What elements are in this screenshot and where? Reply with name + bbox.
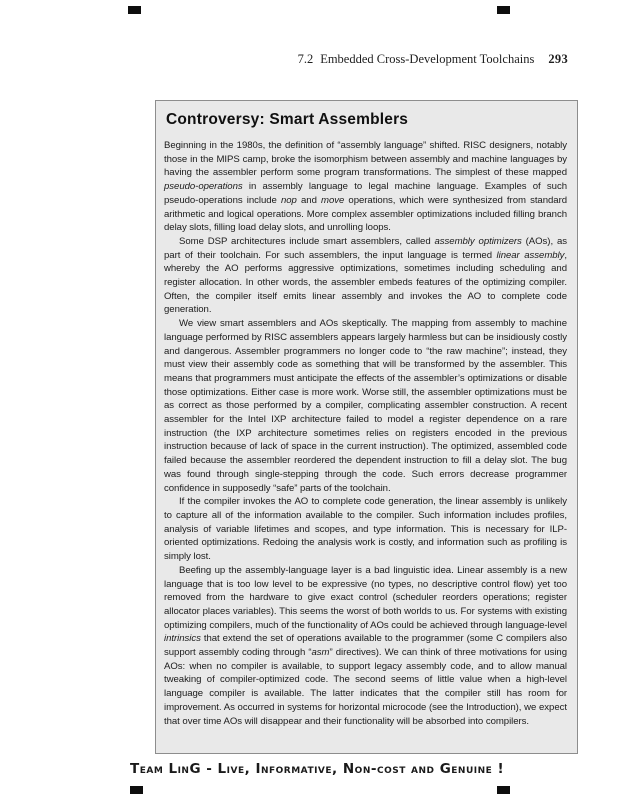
italic-run: assembly optimizers xyxy=(434,235,522,247)
text-run: , whereby the AO performs aggressive optimizations, sometimes including scheduling and register allocation. In other words, the assembler embeds features of the optimizing compiler. Often, the compiler itself emits linear assembly and invokes the AO to complete code generation. xyxy=(164,249,567,316)
page-number: 293 xyxy=(548,52,568,66)
italic-run: linear assembly xyxy=(496,249,565,261)
text-run: Beginning in the 1980s, the definition of “assembly language” shifted. RISC designers, notably those in the MIPS camp, broke the isomorphism between assembly and machine languages by having the assembler perform some program transformations. The simplest of these mapped xyxy=(164,140,567,179)
italic-run: asm xyxy=(311,647,330,659)
text-run: (AOs), as part of their toolchain. For such assemblers, the input language is termed xyxy=(164,235,567,261)
italic-run: intrinsics xyxy=(164,633,201,645)
text-run: Beefing up the assembly-language layer is a bad linguistic idea. Linear assembly is a new language that is too low level to be expressive (no types, no descriptive control flow) yet too removed from the hardware to give exact control (scheduler reorders operations; register allocator places variables). This seems the worst of both worlds to us. For systems with existing optimizing compilers, much of the functionality of AOs could be achieved through language-level xyxy=(164,564,567,631)
registration-mark-bottom-right xyxy=(497,786,510,794)
italic-run: nop xyxy=(280,194,297,206)
paragraph xyxy=(164,139,567,235)
box-body xyxy=(164,139,567,728)
paragraph xyxy=(164,495,567,564)
text-run: We view smart assemblers and AOs skeptically. The mapping from assembly to machine language performed by RISC assemblers appears largely harmless but can be insidiously costly and dangerous. Assembler programmers no longer code to “the raw machine”; instead, they must view their assembly code as something that will be transformed by the assembler. This means that programmers must anticipate the effects of the assembler’s optimizations or disable those optimizations. Either case is more work. Worse still, the assembler optimizations must be as correct as those performed by a compiler, complicating assembler construction. A recent assembler for the Intel IXP architecture failed to model a register dependence on a rare instruction (the IXP architecture sometimes relies on registers encoded in the previous instruction because of lack of space in the current instruction). The optimized, assembled code failed because the assembler reordered the dependent instruction to fill a delay slot. The bug was found through single-stepping through the code. Such errors decrease programmer confidence in supposedly “safe” parts of the toolchain. xyxy=(164,318,567,494)
section-number: 7.2 xyxy=(297,52,314,66)
paragraph xyxy=(164,317,567,495)
text-run: ” directives). We can think of three motivations for using AOs: when no compiler is available, to support legacy assembly code, and to allow manual tweaking of compiler-optimized code. The second seems of little value when a high-level language compiler is available. The latter indicates that the compiler still has room for improvement. As occurred in systems for horizontal microcode (see the Introduction), we expect that over time AOs will disappear and their functionality will be absorbed into compilers. xyxy=(164,647,567,727)
text-run: that extend the set of operations available to the programmer (some C compilers also support assembly coding through “ xyxy=(164,633,567,659)
paragraph xyxy=(164,235,567,317)
controversy-sidebar-box xyxy=(155,100,578,754)
team-ling-watermark: Team LinG - Live, Informative, Non-cost and Genuine ! xyxy=(130,761,505,777)
registration-mark-top-left xyxy=(128,6,141,14)
text-run: Some DSP architectures include smart assemblers, called xyxy=(179,235,435,247)
text-run: and xyxy=(296,194,322,206)
italic-run: move xyxy=(321,194,345,206)
text-run: in assembly language to legal machine language. Examples of such pseudo-operations include xyxy=(164,181,567,206)
registration-mark-bottom-left xyxy=(130,786,143,794)
text-run: If the compiler invokes the AO to complete code generation, the linear assembly is unlikely to capture all of the information available to the compiler. Such information includes profiles, analysis of variable lifetimes and scopes, and type information. This is necessary for ILP-oriented optimizations. Redoing the analysis work is costly, and information such as profiling is simply lost. xyxy=(164,496,567,563)
running-header xyxy=(298,52,568,67)
text-run: operations, which were synthesized from standard arithmetic and logical operations. More complex assembler optimizations included filling branch delay slots, filling load delay slots, and unrolling loops. xyxy=(164,194,568,234)
paragraph xyxy=(164,564,567,728)
chapter-title: Embedded Cross-Development Toolchains xyxy=(320,52,535,66)
registration-mark-top-right xyxy=(497,6,510,14)
italic-run: pseudo-operations xyxy=(164,181,243,193)
sidebar-title: Controversy: Smart Assemblers xyxy=(166,111,409,128)
